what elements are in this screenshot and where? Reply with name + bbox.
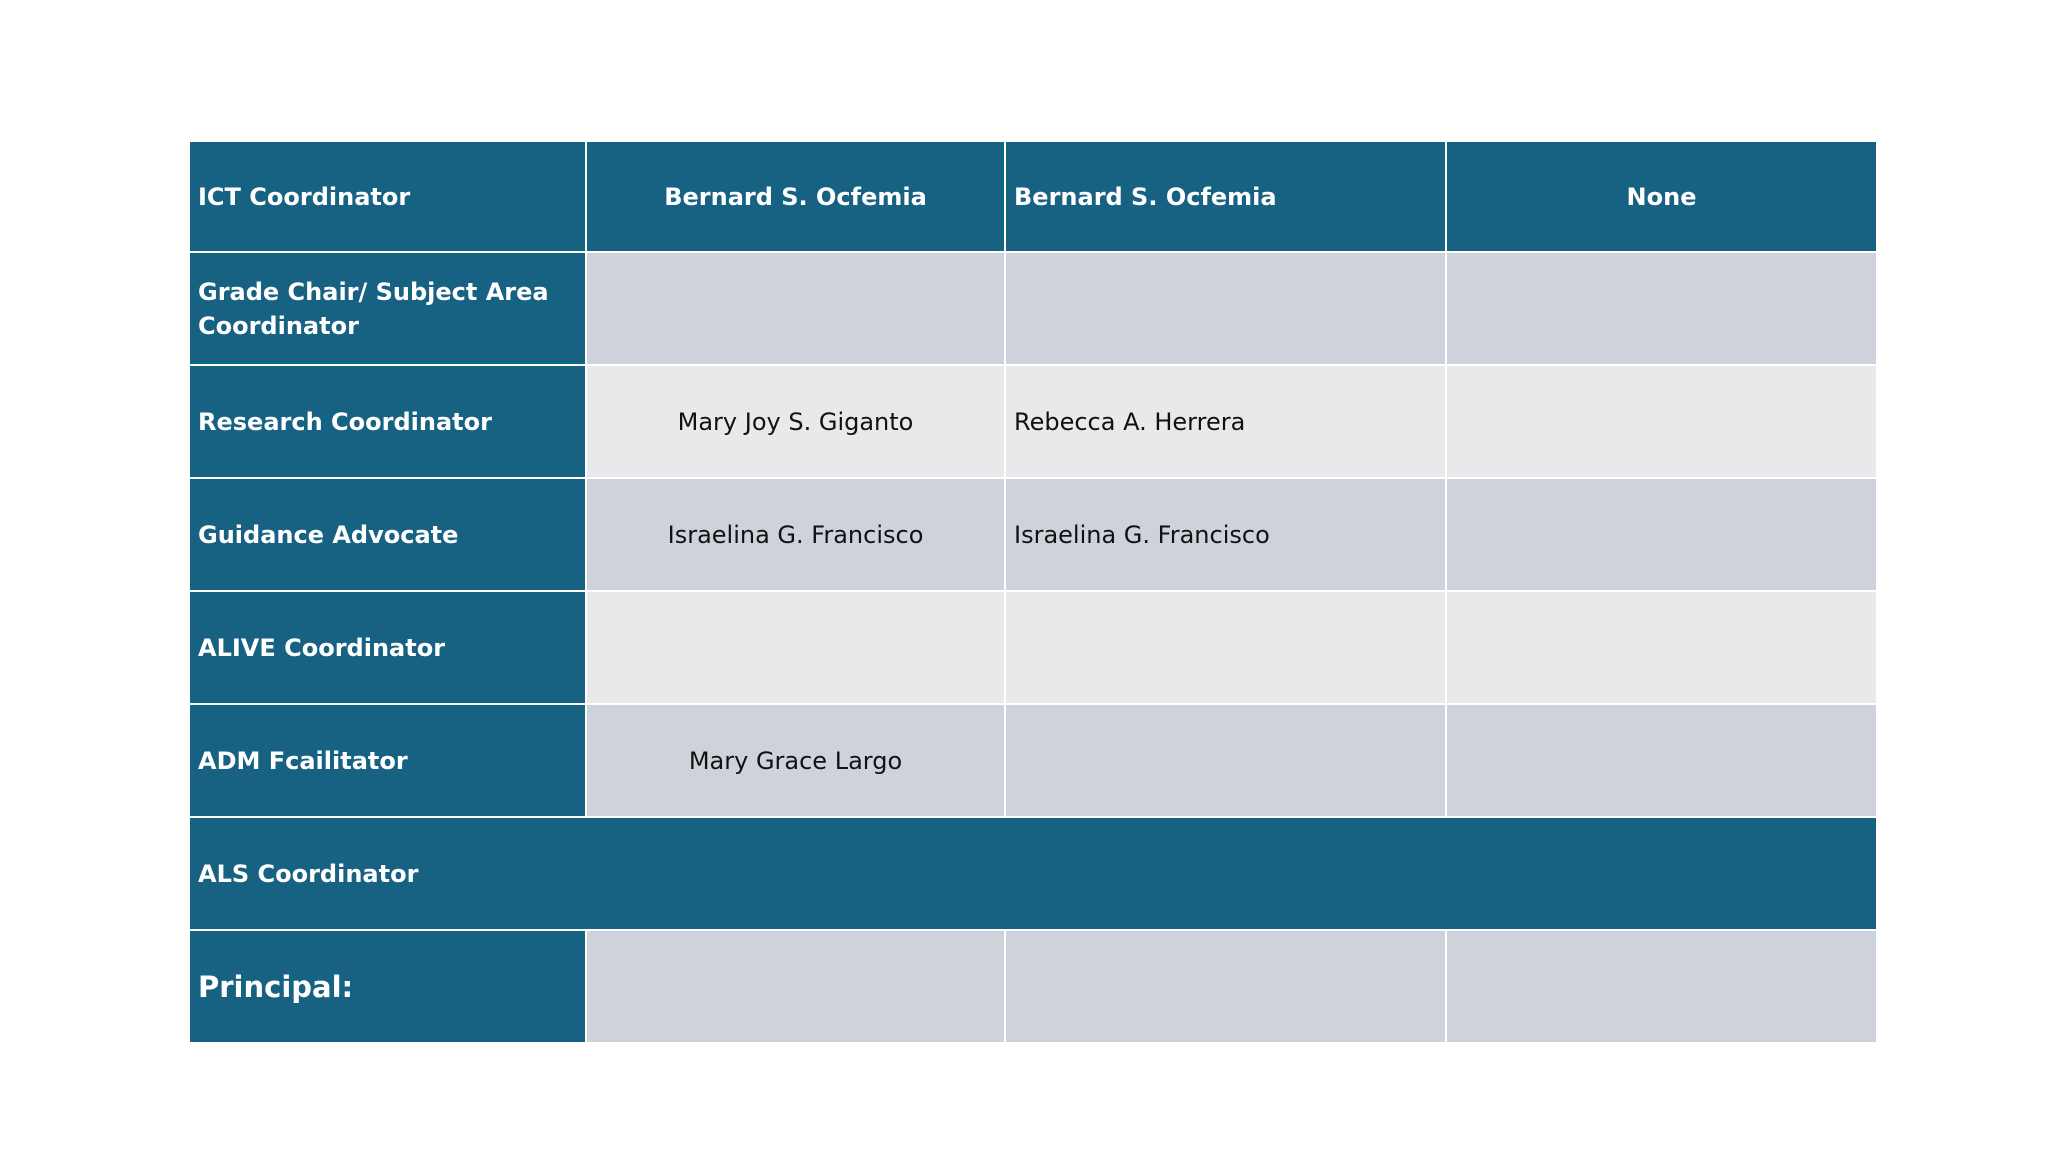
table-row (190, 142, 1876, 252)
name-cell (1446, 591, 1876, 704)
name-cell: Israelina G. Francisco (586, 478, 1005, 591)
role-cell: ADM Fcailitator (190, 704, 586, 817)
role-cell: Guidance Advocate (190, 478, 586, 591)
role-cell: Principal: (190, 930, 586, 1042)
name-cell (1005, 591, 1446, 704)
name-cell (1446, 478, 1876, 591)
name-cell: Israelina G. Francisco (1005, 478, 1446, 591)
name-cell (1446, 930, 1876, 1042)
name-cell (1446, 704, 1876, 817)
role-cell: Research Coordinator (190, 365, 586, 478)
name-cell: Bernard S. Ocfemia (1005, 142, 1446, 252)
name-cell (1446, 365, 1876, 478)
role-cell: ICT Coordinator (190, 142, 586, 252)
name-cell: Rebecca A. Herrera (1005, 365, 1446, 478)
name-cell (1005, 704, 1446, 817)
name-cell: Bernard S. Ocfemia (586, 142, 1005, 252)
name-cell (1005, 930, 1446, 1042)
table-row (190, 478, 1876, 591)
name-cell (586, 930, 1005, 1042)
table-row (190, 365, 1876, 478)
table-row (190, 704, 1876, 817)
role-cell: Grade Chair/ Subject Area Coordinator (190, 252, 586, 365)
assignments-table (190, 142, 1876, 1042)
role-cell: ALS Coordinator (190, 817, 1876, 930)
name-cell (1446, 252, 1876, 365)
name-cell (1005, 252, 1446, 365)
table-row (190, 591, 1876, 704)
table-row (190, 252, 1876, 365)
table-row (190, 930, 1876, 1042)
table-row (190, 817, 1876, 930)
role-cell: ALIVE Coordinator (190, 591, 586, 704)
name-cell: Mary Joy S. Giganto (586, 365, 1005, 478)
name-cell: Mary Grace Largo (586, 704, 1005, 817)
name-cell (586, 591, 1005, 704)
name-cell: None (1446, 142, 1876, 252)
name-cell (586, 252, 1005, 365)
